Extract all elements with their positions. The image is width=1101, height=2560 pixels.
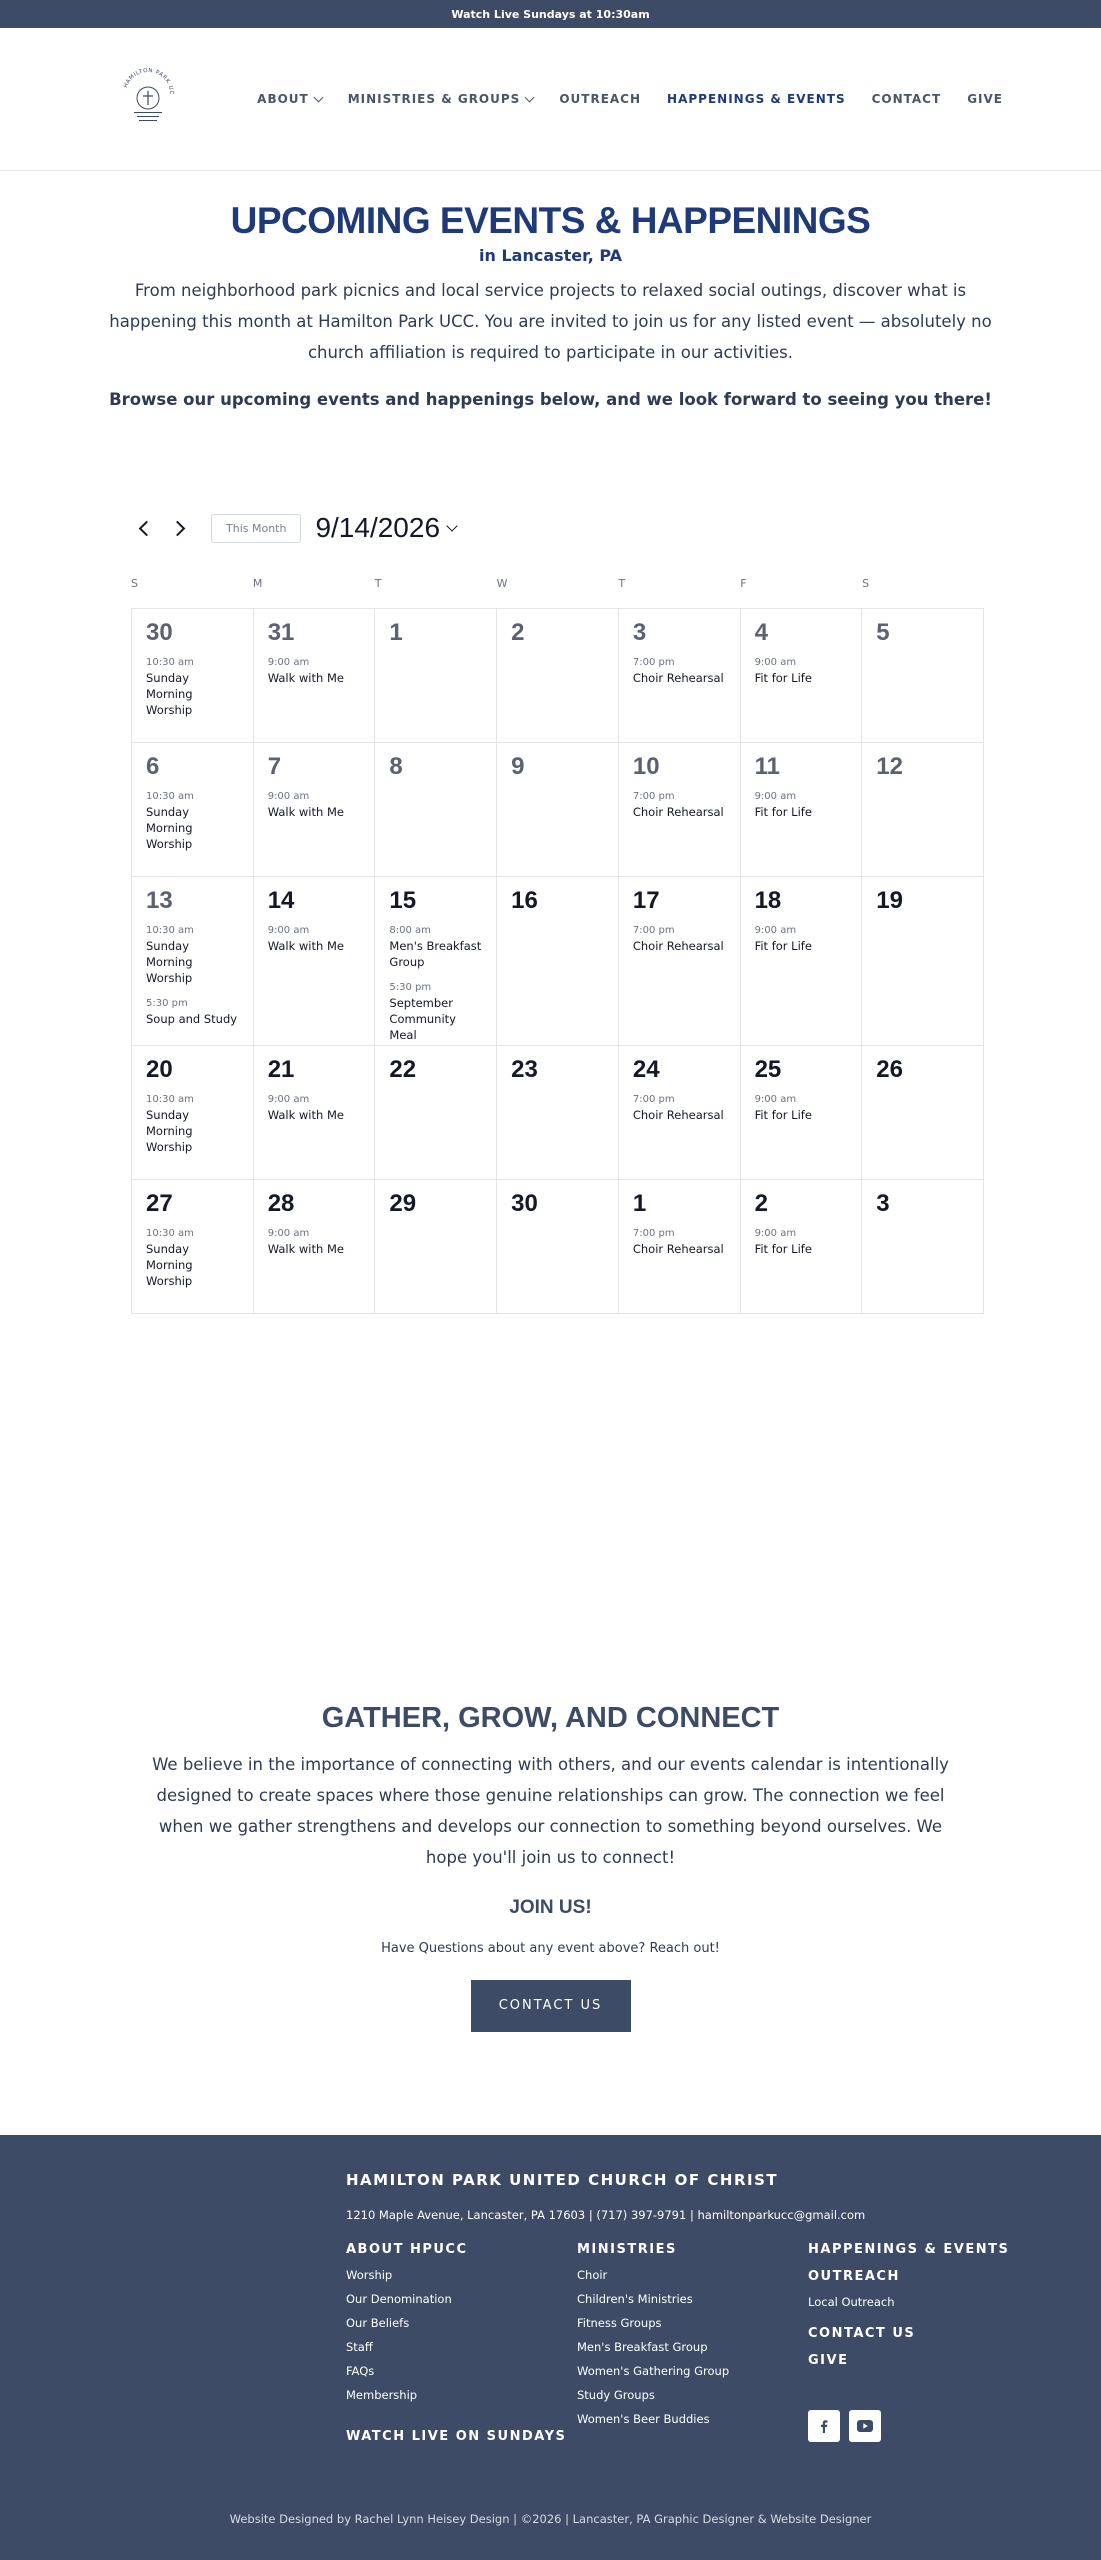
day-number[interactable]: 6 (146, 753, 160, 780)
calendar-event[interactable] (146, 1094, 239, 1155)
footer-ministries-link[interactable]: Choir (577, 2268, 608, 2282)
event-title[interactable]: Choir Rehearsal (632, 671, 724, 685)
calendar-day-cell[interactable] (132, 877, 254, 1046)
event-title[interactable]: Walk with Me (267, 805, 344, 819)
join-us-heading: JOIN US! (509, 1897, 592, 1918)
previous-month-button[interactable] (131, 515, 157, 541)
calendar-day-cell[interactable] (862, 1180, 984, 1314)
day-number[interactable]: 7 (267, 753, 282, 780)
nav-label: CONTACT (871, 92, 942, 106)
event-time: 9:00 am (267, 657, 310, 668)
days-of-week-header (131, 577, 984, 590)
chevron-left-icon (139, 520, 155, 536)
youtube-link[interactable] (849, 2410, 881, 2442)
this-month-button[interactable]: This Month (211, 514, 301, 543)
day-number[interactable]: 12 (876, 753, 903, 780)
footer-about-link[interactable]: Our Denomination (346, 2292, 452, 2306)
chevron-down-icon (525, 92, 535, 102)
gather-title: GATHER, GROW, AND CONNECT (321, 1702, 780, 1734)
day-number[interactable]: 21 (267, 1056, 295, 1083)
event-time: 10:30 am (146, 925, 194, 936)
day-number[interactable]: 20 (146, 1056, 173, 1083)
calendar-day-cell[interactable] (375, 609, 497, 743)
intro-paragraph: From neighborhood park picnics and local service projects to relaxed social outings, discover what is happening this month at Hamilton Park UCC. You are invited to join us for any listed event — absolutely no church affiliation is required to participate in our activities. (109, 281, 992, 362)
footer-ministries-link[interactable]: Children's Ministries (577, 2292, 693, 2306)
date-picker-button[interactable] (315, 512, 456, 544)
calendar-week-row (132, 609, 984, 743)
nav-label: ABOUT (257, 92, 309, 106)
calendar-day-cell[interactable] (497, 1046, 619, 1180)
event-title[interactable]: Choir Rehearsal (632, 805, 724, 819)
facebook-icon (817, 2419, 831, 2433)
day-number[interactable]: 18 (754, 887, 782, 914)
contact-us-button[interactable]: CONTACT US (471, 1980, 631, 2032)
day-number[interactable]: 1 (389, 619, 403, 646)
calendar-event[interactable] (146, 791, 239, 852)
calendar-day-cell[interactable] (375, 1180, 497, 1314)
event-time: 5:30 pm (146, 998, 188, 1009)
day-of-week-label: T (374, 577, 382, 590)
footer-watch-live[interactable]: WATCH LIVE ON SUNDAYS (346, 2429, 567, 2444)
calendar-event[interactable] (755, 657, 848, 686)
event-time: 7:00 pm (632, 791, 675, 802)
calendar-day-cell[interactable] (254, 743, 376, 877)
footer-give-heading[interactable]: GIVE (808, 2353, 849, 2368)
announcement-text[interactable]: Watch Live Sundays at 10:30am (451, 7, 650, 21)
day-of-week-label: S (862, 577, 870, 590)
nav-give[interactable] (967, 92, 1003, 106)
day-number[interactable]: 30 (511, 1190, 538, 1217)
day-number[interactable]: 2 (754, 1190, 768, 1217)
day-number[interactable]: 15 (389, 887, 417, 914)
calendar-day-cell[interactable] (862, 877, 984, 1046)
event-time: 9:00 am (267, 791, 310, 802)
day-number[interactable]: 8 (389, 753, 403, 780)
event-title[interactable]: Fit for Life (754, 1108, 812, 1122)
calendar-day-cell[interactable] (375, 743, 497, 877)
calendar-event[interactable] (633, 791, 726, 820)
calendar-day-cell[interactable] (862, 743, 984, 877)
footer-about-link[interactable]: Worship (346, 2268, 393, 2282)
nav-about[interactable] (257, 92, 322, 106)
page-title: UPCOMING EVENTS & HAPPENINGS (230, 200, 871, 241)
footer-misc-column (808, 2242, 1009, 2374)
calendar-event[interactable] (146, 925, 239, 986)
footer-ministries-link[interactable]: Men's Breakfast Group (577, 2340, 708, 2354)
day-of-week-label: S (131, 577, 138, 590)
calendar-day-cell[interactable] (497, 743, 619, 877)
day-of-week-label: F (740, 577, 747, 590)
day-number[interactable]: 26 (876, 1056, 903, 1083)
footer-ministries-column (577, 2242, 729, 2431)
day-number[interactable]: 17 (632, 887, 660, 914)
event-time: 7:00 pm (632, 1094, 675, 1105)
footer-ministries-heading[interactable]: MINISTRIES (577, 2242, 677, 2257)
event-time: 7:00 pm (632, 1228, 675, 1239)
nav-label: OUTREACH (559, 92, 642, 106)
nav-contact[interactable] (872, 92, 942, 106)
calendar-controls (131, 510, 456, 546)
next-month-button[interactable] (167, 515, 193, 541)
calendar-week-row (132, 1046, 984, 1180)
day-number[interactable]: 24 (632, 1056, 660, 1083)
calendar-day-cell[interactable] (497, 1180, 619, 1314)
event-title[interactable]: Fit for Life (754, 671, 812, 685)
site-footer (0, 2135, 1101, 2560)
calendar-day-cell[interactable] (619, 877, 741, 1046)
calendar-event[interactable] (633, 925, 726, 954)
calendar-event[interactable] (268, 657, 361, 686)
footer-address: 1210 Maple Avenue, Lancaster, PA 17603 | (717) 397-9791 | hamiltonparkucc@gmail.com (346, 2208, 866, 2222)
footer-about-link[interactable]: FAQs (346, 2364, 375, 2378)
footer-outreach-heading[interactable]: OUTREACH (808, 2269, 900, 2284)
gather-section (0, 1702, 1101, 2032)
calendar-day-cell[interactable] (862, 609, 984, 743)
calendar-day-cell[interactable] (497, 609, 619, 743)
day-number[interactable]: 9 (511, 753, 525, 780)
youtube-icon (857, 2420, 873, 2432)
event-title[interactable]: Sunday Morning Worship (146, 939, 193, 985)
footer-about-link[interactable]: Staff (346, 2340, 373, 2354)
page-subtitle: in Lancaster, PA (479, 246, 622, 265)
calendar-day-cell[interactable] (254, 877, 376, 1046)
footer-happenings-heading[interactable]: HAPPENINGS & EVENTS (808, 2242, 1010, 2257)
church-logo[interactable] (118, 64, 178, 134)
calendar-day-cell[interactable] (619, 1180, 741, 1314)
day-number[interactable]: 3 (632, 619, 647, 646)
event-time: 10:30 am (146, 1094, 194, 1105)
calendar-day-cell[interactable] (862, 1046, 984, 1180)
calendar-day-cell[interactable] (619, 1046, 741, 1180)
day-number[interactable]: 13 (146, 887, 173, 914)
gather-paragraph: We believe in the importance of connecting with others, and our events calendar is intentionally designed to create spaces where those genuine relationships can grow. The connection we feel when we gather strengthens and develops our connection to something beyond ourselves. We hope you'll join us to connect! (152, 1755, 949, 1867)
calendar-week-row (132, 1180, 984, 1314)
event-title[interactable]: Choir Rehearsal (632, 1108, 724, 1122)
nav-happenings-events[interactable] (667, 92, 846, 106)
calendar-event[interactable] (146, 1228, 239, 1289)
calendar-day-cell[interactable] (741, 609, 863, 743)
footer-contact-heading[interactable]: CONTACT US (808, 2326, 916, 2341)
event-title[interactable]: Men's Breakfast Group (389, 939, 482, 969)
event-title[interactable]: September Community Meal (389, 996, 456, 1042)
event-time: 9:00 am (754, 791, 797, 802)
day-of-week-label: T (618, 577, 626, 590)
event-title[interactable]: Sunday Morning Worship (146, 1108, 193, 1154)
event-time: 10:30 am (146, 657, 194, 668)
footer-ministries-link[interactable]: Fitness Groups (577, 2316, 662, 2330)
footer-ministries-links (577, 2263, 729, 2431)
day-number[interactable]: 29 (389, 1190, 417, 1217)
event-time: 5:30 pm (389, 982, 432, 993)
day-number[interactable]: 22 (389, 1056, 417, 1083)
nav-label: HAPPENINGS & EVENTS (667, 92, 846, 106)
nav-label: GIVE (967, 92, 1003, 106)
footer-about-links (346, 2263, 566, 2407)
day-number[interactable]: 10 (632, 753, 660, 780)
day-number[interactable]: 27 (146, 1190, 173, 1217)
event-time: 9:00 am (267, 1094, 310, 1105)
calendar-event[interactable] (755, 925, 848, 954)
day-number[interactable]: 25 (754, 1056, 782, 1083)
calendar-day-cell[interactable] (741, 877, 863, 1046)
main-nav (257, 92, 1003, 106)
nav-outreach[interactable] (559, 92, 641, 106)
calendar-day-cell[interactable] (619, 609, 741, 743)
calendar-day-cell[interactable] (497, 877, 619, 1046)
calendar-event[interactable] (268, 925, 361, 954)
footer-link-local-outreach[interactable]: Local Outreach (808, 2295, 895, 2309)
event-title[interactable]: Fit for Life (754, 1242, 812, 1256)
event-title[interactable]: Sunday Morning Worship (146, 671, 193, 717)
event-time: 9:00 am (754, 1228, 797, 1239)
event-title[interactable]: Walk with Me (267, 1242, 344, 1256)
browse-text: Browse our upcoming events and happenings below, and we look forward to seeing you there! (109, 390, 992, 409)
facebook-link[interactable] (808, 2410, 840, 2442)
footer-about-link[interactable]: Membership (346, 2388, 418, 2402)
calendar-event[interactable] (389, 925, 482, 970)
calendar-day-cell[interactable] (741, 1046, 863, 1180)
event-time: 9:00 am (754, 657, 797, 668)
event-title[interactable]: Choir Rehearsal (632, 1242, 724, 1256)
event-time: 9:00 am (267, 925, 310, 936)
calendar-event[interactable] (755, 1228, 848, 1257)
event-title[interactable]: Choir Rehearsal (632, 939, 724, 953)
calendar-event[interactable] (389, 982, 482, 1043)
event-title[interactable]: Fit for Life (754, 805, 812, 819)
calendar-day-cell[interactable] (132, 743, 254, 877)
event-time: 10:30 am (146, 1228, 194, 1239)
calendar-week-row (132, 743, 984, 877)
calendar-event[interactable] (755, 791, 848, 820)
events-intro (0, 200, 1101, 409)
calendar-day-cell[interactable] (741, 1180, 863, 1314)
day-number[interactable]: 30 (146, 619, 173, 646)
calendar-event[interactable] (755, 1094, 848, 1123)
day-number[interactable]: 1 (632, 1190, 647, 1217)
day-number[interactable]: 3 (876, 1190, 890, 1217)
footer-title: HAMILTON PARK UNITED CHURCH OF CHRIST (346, 2171, 779, 2189)
event-title[interactable]: Soup and Study (146, 1012, 238, 1026)
event-time: 7:00 pm (632, 657, 675, 668)
event-title[interactable]: Walk with Me (267, 939, 344, 953)
footer-ministries-link[interactable]: Study Groups (577, 2388, 655, 2402)
day-of-week-label: W (496, 577, 508, 590)
calendar-grid (131, 608, 984, 1314)
event-title[interactable]: Sunday Morning Worship (146, 1242, 193, 1288)
calendar-week-row (132, 877, 984, 1046)
event-title[interactable]: Sunday Morning Worship (146, 805, 193, 851)
calendar-event[interactable] (146, 657, 239, 718)
footer-about-heading[interactable]: ABOUT HPUCC (346, 2242, 468, 2257)
event-time: 8:00 am (389, 925, 431, 936)
day-number[interactable]: 16 (511, 887, 538, 914)
calendar-day-cell[interactable] (132, 1180, 254, 1314)
event-time: 7:00 pm (632, 925, 675, 936)
nav-label: MINISTRIES & GROUPS (347, 92, 521, 106)
calendar-day-cell[interactable] (254, 609, 376, 743)
day-number[interactable]: 2 (511, 619, 525, 646)
top-announcement-bar[interactable] (0, 0, 1101, 28)
calendar-event[interactable] (633, 1228, 726, 1257)
calendar-event[interactable] (146, 998, 239, 1027)
footer-about-column (346, 2242, 566, 2450)
event-time: 9:00 am (754, 1094, 797, 1105)
calendar-event[interactable] (268, 791, 361, 820)
site-header (0, 28, 1101, 171)
calendar-day-cell[interactable] (619, 743, 741, 877)
calendar-day-cell[interactable] (254, 1180, 376, 1314)
day-number[interactable]: 28 (267, 1190, 295, 1217)
chevron-right-icon (170, 520, 186, 536)
day-number[interactable]: 11 (754, 753, 780, 780)
chevron-down-icon (446, 520, 457, 531)
day-of-week-label: M (252, 577, 263, 590)
footer-ministries-link[interactable]: Women's Beer Buddies (577, 2412, 710, 2426)
current-date: 9/14/2026 (315, 512, 441, 543)
svg-text:HAMILTON PARK UCC: HAMILTON PARK UC (122, 67, 175, 96)
event-title[interactable]: Fit for Life (754, 939, 812, 953)
calendar-event[interactable] (633, 657, 726, 686)
calendar-day-cell[interactable] (375, 1046, 497, 1180)
nav-ministries-groups[interactable] (348, 92, 534, 106)
footer-credits: Website Designed by Rachel Lynn Heisey Design | ©2026 | Lancaster, PA Graphic Designer & Website Designer (229, 2512, 872, 2526)
event-title[interactable]: Walk with Me (267, 1108, 344, 1122)
calendar-day-cell[interactable] (375, 877, 497, 1046)
day-number[interactable]: 19 (876, 887, 903, 914)
day-number[interactable]: 4 (754, 619, 768, 646)
event-time: 9:00 am (754, 925, 797, 936)
calendar-day-cell[interactable] (132, 609, 254, 743)
calendar-day-cell[interactable] (254, 1046, 376, 1180)
day-number[interactable]: 31 (267, 619, 295, 646)
calendar-day-cell[interactable] (132, 1046, 254, 1180)
day-number[interactable]: 23 (511, 1056, 538, 1083)
event-title[interactable]: Walk with Me (267, 671, 344, 685)
footer-about-link[interactable]: Our Beliefs (346, 2316, 410, 2330)
chevron-down-icon (313, 92, 323, 102)
calendar-day-cell[interactable] (741, 743, 863, 877)
calendar-event[interactable] (268, 1228, 361, 1257)
event-time: 10:30 am (146, 791, 194, 802)
footer-ministries-link[interactable]: Women's Gathering Group (577, 2364, 730, 2378)
event-time: 9:00 am (267, 1228, 310, 1239)
calendar-event[interactable] (633, 1094, 726, 1123)
day-number[interactable]: 14 (267, 887, 295, 914)
day-number[interactable]: 5 (876, 619, 890, 646)
questions-text: Have Questions about any event above? Reach out! (381, 1941, 720, 1956)
calendar-event[interactable] (268, 1094, 361, 1123)
